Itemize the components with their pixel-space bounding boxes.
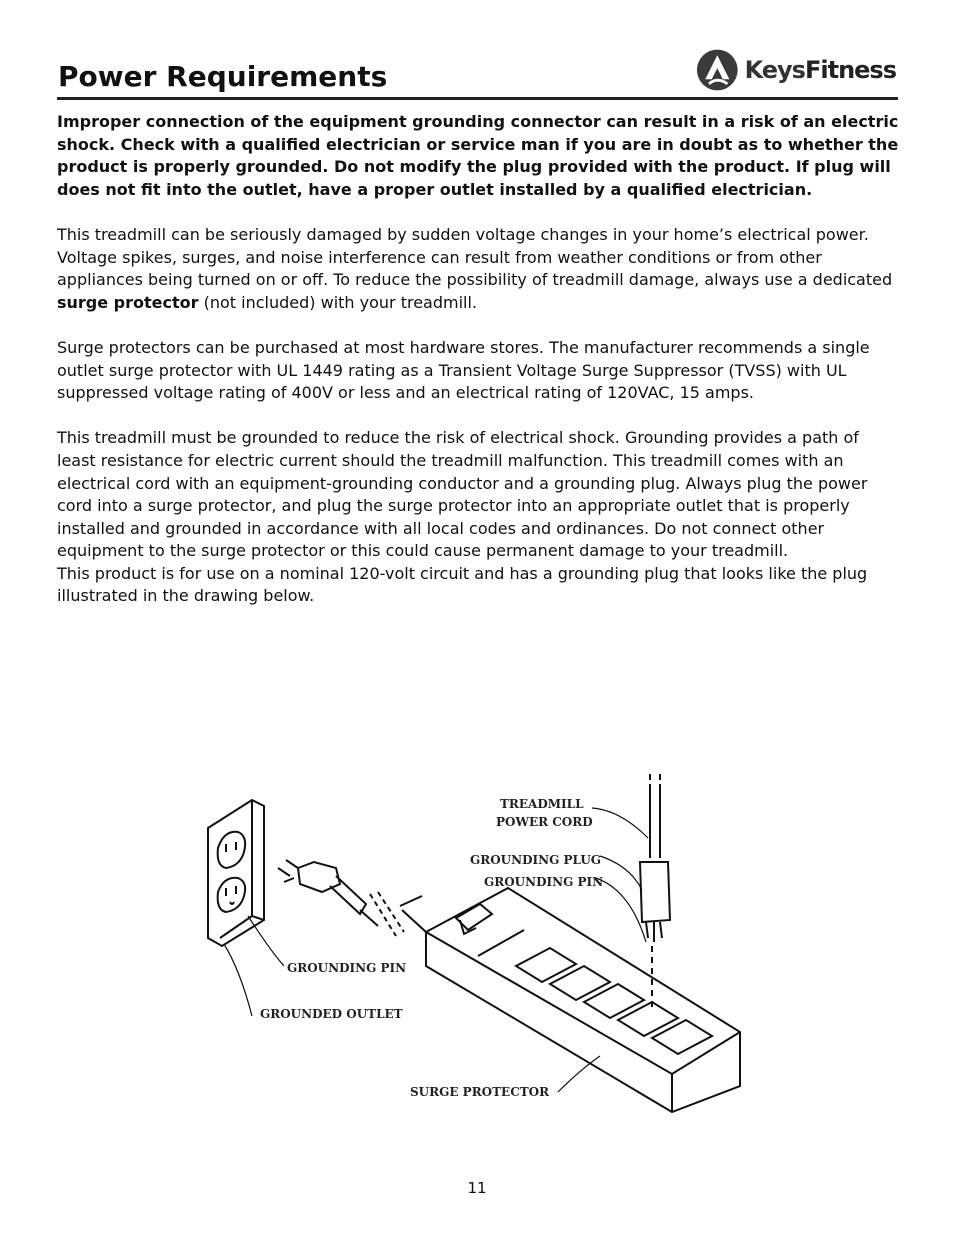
page-title: Power Requirements [58,60,388,93]
label-treadmill-power-cord-line2: POWER CORD [496,815,593,829]
label-treadmill-power-cord-line1: TREADMILL [500,797,584,811]
label-grounded-outlet: GROUNDED OUTLET [260,1007,403,1021]
paragraph-surge-damage-text: This treadmill can be seriously damaged by sudden voltage changes in your home’s electrical power. Voltage spikes, surges, and noise interference can result from weather conditions or from other appliances being turned on or off. To reduce the possibility of treadmill damage, always use a dedicated [57,224,893,290]
label-grounding-pin-top: GROUNDING PIN [484,875,604,889]
keysfitness-logo [696,44,896,96]
treadmill-plug [640,862,670,922]
warning-paragraph: Improper connection of the equipment grounding connector can result in a risk of an electric shock. Check with a qualified electrician or service man if you are in doubt as to whether the product is properly grounded. Do not modify the plug provided with the product. If plug will does not fit into the outlet, have a proper outlet installed by a qualified electrician. [57,112,899,199]
paragraph-surge-damage [57,224,902,314]
keysfitness-logo-icon [696,47,739,93]
paragraph-grounding: This treadmill must be grounded to reduce the risk of electrical shock. Grounding provides a path of least resistance for electric current should the treadmill malfunction. This treadmill comes with an electrical cord with an equipment-grounding conductor and a grounding plug. Always plug the power cord into a surge protector, and plug the surge protector into an appropriate outlet that is properly installed and grounded in accordance with all local codes and ordinances. Do not connect other equipment to the surge protector or this could cause permanent damage to your treadmill. [57,428,868,561]
logo-text-keys: Keys [744,56,805,84]
logo-text-fitness: Fitness [804,56,896,84]
header-rule [57,97,898,100]
label-grounding-plug: GROUNDING PLUG [470,853,602,867]
surge-protector-diagram [190,770,760,1130]
wall-outlet-plate [208,800,264,946]
surge-protector-emphasis: surge protector [57,292,199,312]
paragraph-surge-purchase: Surge protectors can be purchased at most hardware stores. The manufacturer recommends a single outlet surge protector with UL 1449 rating as a Transient Voltage Surge Suppressor (TVSS) with UL suppressed voltage rating of 400V or less and an electrical rating of 120VAC, 15 amps. [57,337,870,403]
label-grounding-pin-left: GROUNDING PIN [287,961,407,975]
page-number: 11 [467,1179,487,1197]
paragraph-circuit: This product is for use on a nominal 120-volt circuit and has a grounding plug that looks like the plug illustrated in the drawing below. [57,563,868,606]
surge-protector-strip [426,888,740,1112]
surge-plug [298,862,340,892]
body-text [57,111,902,631]
paragraph-surge-damage-end: (not included) with your treadmill. [198,292,478,312]
label-surge-protector: SURGE PROTECTOR [410,1085,550,1099]
